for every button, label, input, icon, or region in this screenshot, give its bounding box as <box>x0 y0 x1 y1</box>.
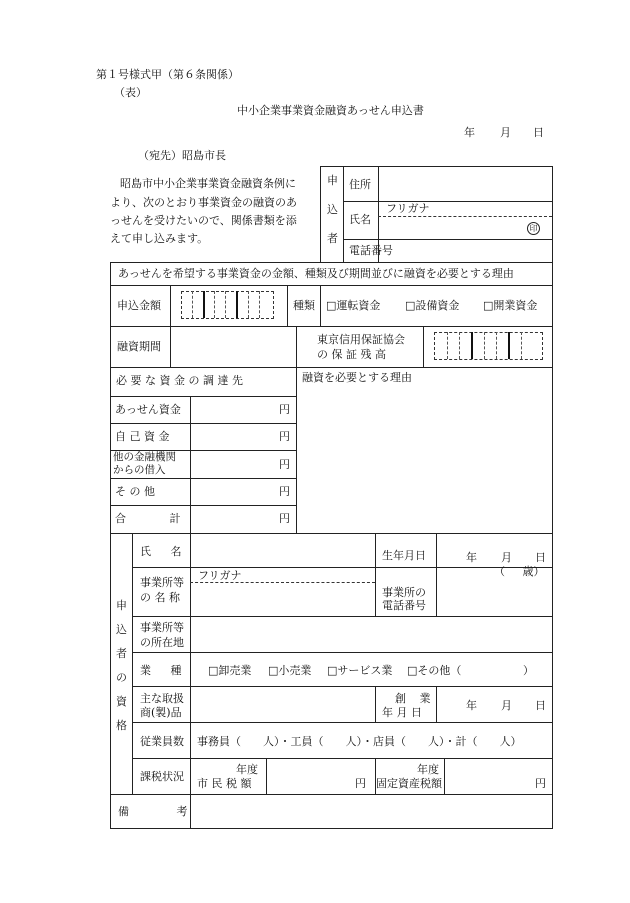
employees-label: 従業員数 <box>140 735 184 748</box>
location-label-2: の所在地 <box>140 636 184 649</box>
funding-row-3-unit: 円 <box>279 458 290 471</box>
asset-tax-year: 年度 <box>417 763 439 776</box>
date-month: 月 <box>500 126 511 139</box>
funding-row-3-label2: からの借入 <box>113 464 166 476</box>
amount-label: 申込金額 <box>117 299 161 312</box>
funding-row-1-unit: 円 <box>279 403 290 416</box>
products-label-1: 主な取扱 <box>140 692 184 705</box>
date-day: 日 <box>533 126 544 139</box>
birth-month: 月 <box>501 551 512 564</box>
qual-vertical-3: 者 <box>116 647 127 660</box>
asset-tax-unit: 円 <box>535 777 546 790</box>
type-operating[interactable]: □運転資金 <box>326 299 381 312</box>
asset-tax-label: 固定資産税額 <box>376 777 442 790</box>
industry-retail[interactable]: □小売業 <box>268 664 312 677</box>
business-name-label-2: の 名 称 <box>140 591 180 604</box>
name-label: 氏名 <box>349 213 371 226</box>
resident-tax-unit: 円 <box>355 777 366 790</box>
qual-name-label: 氏 名 <box>140 545 182 558</box>
funding-row-4-label: そ の 他 <box>115 485 155 498</box>
form-number: 第１号様式甲（第６条関係） <box>96 68 239 81</box>
seal-mark: 印 <box>527 222 540 235</box>
date-year: 年 <box>464 126 475 139</box>
birth-year: 年 <box>466 551 477 564</box>
funding-row-4-unit: 円 <box>279 485 290 498</box>
purpose-heading: あっせんを希望する事業資金の金額、種類及び期間並びに融資を必要とする理由 <box>118 267 514 280</box>
birth-day: 日 <box>535 551 546 564</box>
intro-line-2: より、次のとおり事業資金の融資のあ <box>110 196 297 209</box>
qual-vertical-6: 格 <box>116 719 127 732</box>
location-label-1: 事業所等 <box>140 621 184 634</box>
employees-text: 事務員（ 人）・工員（ 人）・店員（ 人）・計（ 人） <box>197 735 522 748</box>
industry-service[interactable]: □サービス業 <box>327 664 393 677</box>
business-furigana: フリガナ <box>198 569 242 582</box>
funding-row-5-label: 合 計 <box>115 512 181 525</box>
intro-line-1: 昭島市中小企業事業資金融資条例に <box>120 177 296 190</box>
guarantee-label-2: の 保 証 残 高 <box>317 348 386 361</box>
qual-vertical-5: 資 <box>116 695 127 708</box>
applicant-vertical-2: 込 <box>327 203 338 216</box>
funding-row-2-label: 自 己 資 金 <box>115 430 170 443</box>
founded-month: 月 <box>501 699 512 712</box>
phone-label: 電話番号 <box>349 244 393 257</box>
industry-other[interactable]: □その他（ <box>407 664 462 677</box>
tax-label: 課税状況 <box>140 770 184 783</box>
qual-vertical-4: の <box>116 671 127 684</box>
address-label: 住所 <box>349 178 371 191</box>
guarantee-label-1: 東京信用保証協会 <box>317 333 405 346</box>
birth-label: 生年月日 <box>382 549 426 562</box>
applicant-furigana: フリガナ <box>386 202 430 215</box>
funding-row-1-label: あっせん資金 <box>115 403 181 416</box>
period-label: 融資期間 <box>117 340 161 353</box>
industry-label: 業 種 <box>140 664 182 677</box>
age: （ 歳） <box>494 565 545 578</box>
industry-other-close: ） <box>523 664 534 677</box>
type-equipment[interactable]: □設備資金 <box>405 299 460 312</box>
qual-vertical-2: 込 <box>116 623 127 636</box>
founded-year: 年 <box>466 699 477 712</box>
founded-day: 日 <box>535 699 546 712</box>
funding-row-5-unit: 円 <box>279 512 290 525</box>
form-side: （表） <box>114 86 147 99</box>
reason-label: 融資を必要とする理由 <box>302 371 412 384</box>
founded-label-2: 年 月 日 <box>382 706 422 719</box>
applicant-vertical-1: 申 <box>327 174 338 187</box>
qual-vertical-1: 申 <box>116 599 127 612</box>
office-phone-label-2: 電話番号 <box>382 599 426 612</box>
products-label-2: 商(製)品 <box>140 706 182 719</box>
founded-label-1: 創 業 <box>395 692 431 705</box>
type-startup[interactable]: □開業資金 <box>483 299 538 312</box>
remarks-field[interactable] <box>191 795 552 828</box>
resident-tax-label: 市 民 税 額 <box>197 777 252 790</box>
intro-line-3: っせんを受けたいので、関係書類を添 <box>110 214 297 227</box>
form-title: 中小企業事業資金融資あっせん申込書 <box>237 104 424 117</box>
industry-wholesale[interactable]: □卸売業 <box>208 664 252 677</box>
applicant-vertical-3: 者 <box>327 232 338 245</box>
funding-heading: 必 要 な 資 金 の 調 達 先 <box>116 374 243 387</box>
business-name-label-1: 事業所等 <box>140 576 184 589</box>
addressee: （宛先）昭島市長 <box>138 149 226 162</box>
funding-row-3-label: 他の金融機関 <box>113 451 176 463</box>
remarks-label: 備 考 <box>118 805 188 818</box>
office-phone-label-1: 事業所の <box>382 586 426 599</box>
funding-row-2-unit: 円 <box>279 430 290 443</box>
type-label: 種類 <box>293 299 315 312</box>
resident-tax-year: 年度 <box>236 763 258 776</box>
intro-line-4: えて申し込みます。 <box>110 232 209 245</box>
